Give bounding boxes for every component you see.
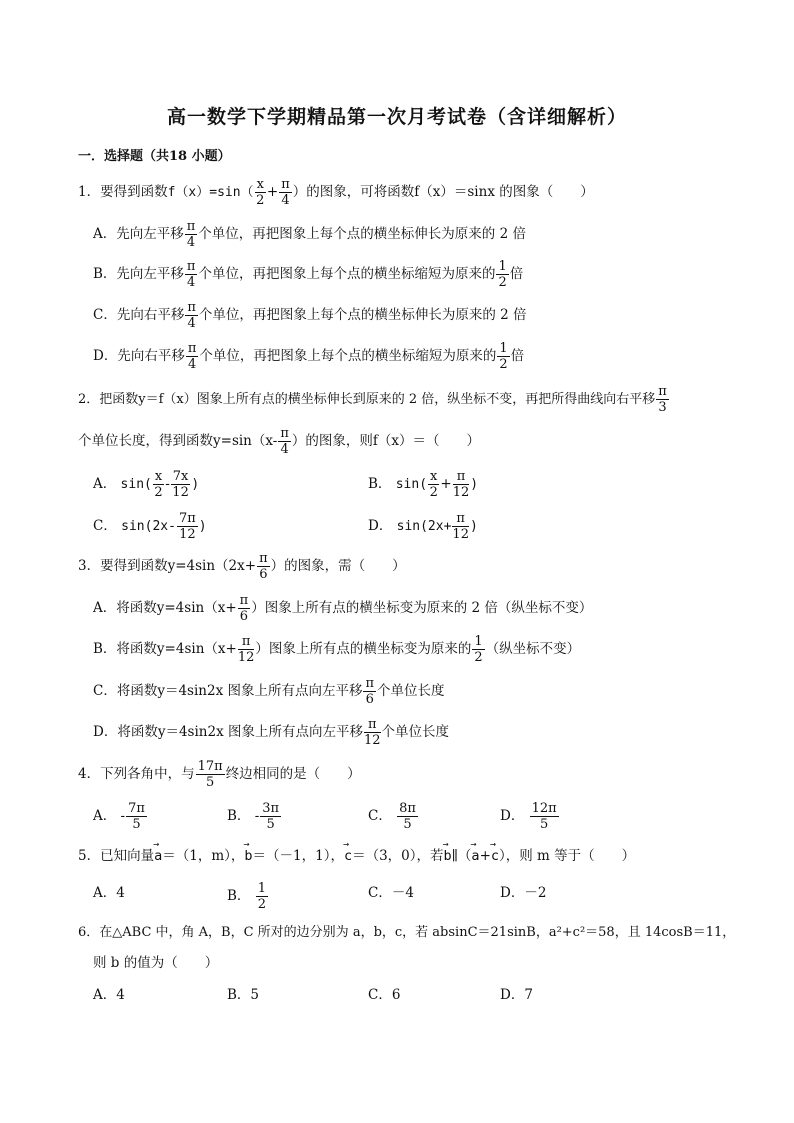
question-2-option-a: A． sin( $\frac{x}{2}$ - $\frac{7x}{12}$ ) [93,469,200,500]
question-2-option-b: B． sin( $\frac{x}{2}$ + $\frac{\pi}{12}$ ) [368,469,479,500]
fraction: $\frac{\pi}{12}$ [363,717,381,748]
fraction: $\frac{\pi}{3}$ [658,384,667,415]
question-3-stem: 3．要得到函数y=4sin（2x+ $\frac{\pi}{6}$ ）的图象，需（ ） [78,551,406,582]
fraction: $\frac{1}{2}$ [499,341,508,372]
question-4-option-b: B． - $\frac{3\pi}{5}$ [227,801,280,832]
question-6-stem-line1: 6．在△ABC 中，角 A，B，C 所对的边分别为 a，b，c，若 absinC＝21sinB，a²+c²＝58，且 14cosB＝11， [78,925,736,940]
question-6-option-c: C．6 [368,987,401,1003]
question-5-stem: 5．已知向量→ a＝（1，m），→ b＝（－1，1），→ c＝（3，0），若→ b∥（→ a+→ c），则 m 等于（ ） [78,846,635,866]
question-3-option-c: C．将函数y＝4sin2x 图象上所有点向左平移 $\frac{\pi}{6}$ 个单位长度 [93,676,445,707]
question-5-option-d: D．－2 [500,885,547,901]
question-2-stem-line1: 2．把函数y＝f（x）图象上所有点的横坐标伸长到原来的 2 倍，纵坐标不变，再把所得曲线向右平移 $\frac{\pi}{3}$ [78,384,667,415]
vector-a: → a [154,846,162,866]
fraction: $\frac{3\pi}{5}$ [262,801,280,832]
fraction: $\frac{1}{2}$ [498,259,507,290]
fraction: $\frac{17\pi}{5}$ [197,759,223,790]
vector-c: → c [344,846,352,866]
fraction: $\frac{\pi}{4}$ [186,219,196,250]
fraction: $\frac{7\pi}{5}$ [128,801,145,832]
question-1-option-b: B．先向左平移 $\frac{\pi}{4}$ 个单位，再把图象上每个点的横坐标缩短为原来的 $\frac{1}{2}$ 倍 [93,259,524,290]
fraction: $\frac{\pi}{4}$ [280,426,289,457]
question-6-option-a: A．4 [93,987,125,1003]
question-4-stem: 4．下列各角中，与 $\frac{17\pi}{5}$ 终边相同的是（ ） [78,759,361,790]
fraction: $\frac{8\pi}{5}$ [399,801,416,832]
question-4-option-c: C． $\frac{8\pi}{5}$ [368,801,416,832]
vector-b: → b [244,846,252,866]
fraction: $\frac{7\pi}{12}$ [178,511,196,542]
page-title: 高一数学下学期精品第一次月考试卷（含详细解析） [166,106,627,128]
question-1-option-c: C．先向右平移 $\frac{\pi}{4}$ 个单位，再把图象上每个点的横坐标伸长为原来的 2 倍 [93,300,527,331]
fraction: $\frac{\pi}{4}$ [186,259,196,290]
section-heading: 一．选择题（共18 小题） [78,149,231,164]
fraction: $\frac{1}{2}$ [474,634,483,665]
question-3-option-a: A．将函数y=4sin（x+ $\frac{\pi}{6}$ ）图象上所有点的横坐标变为原来的 2 倍（纵坐标不变） [93,593,593,624]
fraction: $\frac{\pi}{4}$ [281,177,290,208]
fraction: $\frac{x}{2}$ [154,469,163,500]
question-4-option-a: A． - $\frac{7\pi}{5}$ [93,801,145,832]
fraction: $\frac{\pi}{4}$ [187,341,197,372]
fraction: $\frac{1}{2}$ [257,881,266,912]
fraction: $\frac{\pi}{4}$ [187,300,196,331]
question-5-option-c: C．－4 [368,885,414,901]
fraction: $\frac{\pi}{12}$ [452,511,469,542]
question-3-option-d: D．将函数y＝4sin2x 图象上所有点向左平移 $\frac{\pi}{12}$ 个单位长度 [93,717,450,748]
question-5-option-a: A．4 [93,885,125,901]
question-2-option-d: D． sin(2x+ $\frac{\pi}{12}$ ) [368,511,478,542]
fraction: $\frac{\pi}{12}$ [452,469,470,500]
vector-b: → b [444,846,452,866]
fraction: $\frac{x}{2}$ [256,177,265,208]
fraction: $\frac{\pi}{6}$ [365,676,375,707]
question-4-option-d: D． $\frac{12\pi}{5}$ [500,801,557,832]
fraction: $\frac{12\pi}{5}$ [531,801,557,832]
question-1-option-a: A．先向左平移 $\frac{\pi}{4}$ 个单位，再把图象上每个点的横坐标伸长为原来的 2 倍 [93,219,526,250]
question-2-stem-line2: 个单位长度，得到函数y=sin（x- $\frac{\pi}{4}$ ）的图象，则f（x）＝（ ） [78,426,480,457]
fraction: $\frac{x}{2}$ [429,469,438,500]
question-2-option-c: C． sin(2x- $\frac{7\pi}{12}$ ) [93,511,207,542]
vector-a: → a [471,846,479,866]
question-3-option-b: B．将函数y=4sin（x+ $\frac{\pi}{12}$ ）图象上所有点的横坐标变为原来的 $\frac{1}{2}$ （纵坐标不变） [93,634,581,665]
question-6-option-d: D．7 [500,987,533,1003]
question-1-option-d: D．先向右平移 $\frac{\pi}{4}$ 个单位，再把图象上每个点的横坐标缩短为原来的 $\frac{1}{2}$ 倍 [93,341,525,372]
fraction: $\frac{\pi}{12}$ [237,634,255,665]
question-1-stem: 1．要得到函数f（x）=sin（ $\frac{x}{2}$ + $\frac{\pi}{4}$ ）的图象，可将函数f（x）＝sinx 的图象（ ） [78,177,594,208]
fraction: $\frac{\pi}{6}$ [239,593,249,624]
question-5-option-b: B． $\frac{1}{2}$ [227,881,266,912]
question-6-stem-line2: 则 b 的值为（ ） [93,955,219,971]
question-6-option-b: B．5 [227,987,260,1003]
fraction: $\frac{7x}{12}$ [172,469,189,500]
vector-c: → c [491,846,499,866]
fraction: $\frac{\pi}{6}$ [259,551,268,582]
